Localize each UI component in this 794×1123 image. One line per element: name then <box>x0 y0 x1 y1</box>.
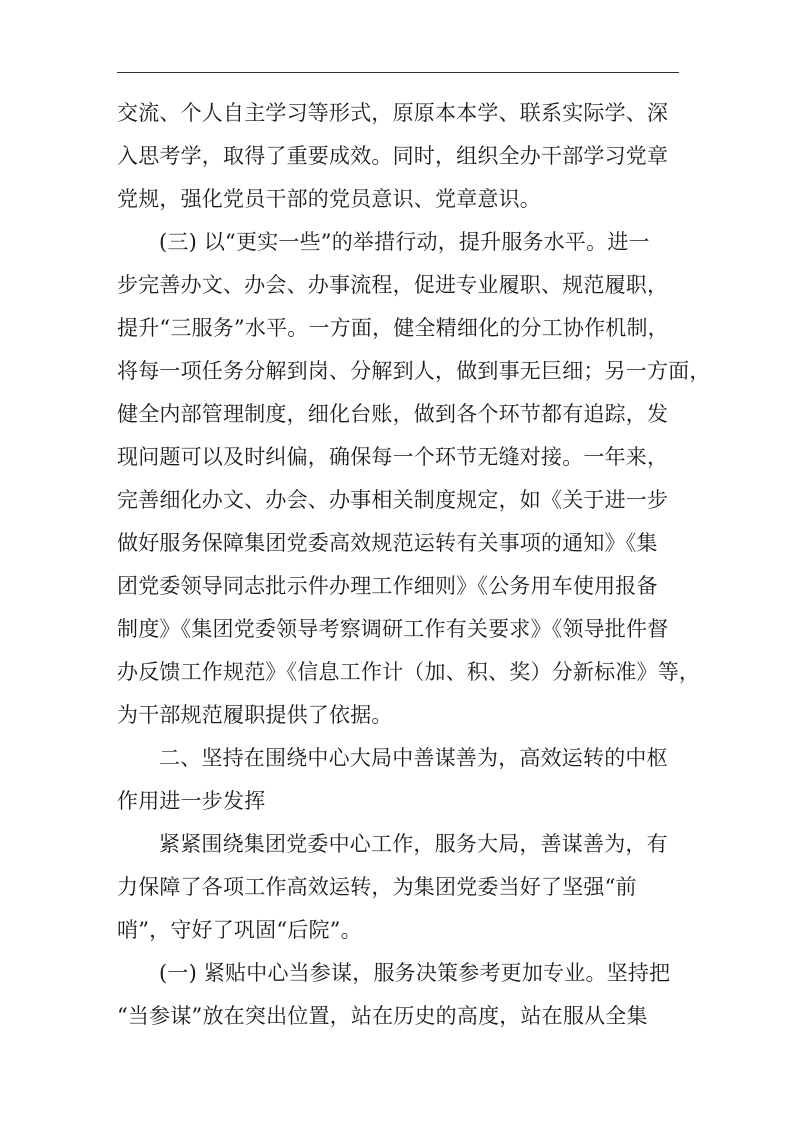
text-line: 入思考学，取得了重要成效。同时，组织全办干部学习党章 <box>117 144 669 168</box>
text-line: 力保障了各项工作高效运转，为集团党委当好了坚强“前 <box>117 875 637 899</box>
text-line: 交流、个人自主学习等形式，原原本本学、联系实际学、深 <box>117 101 669 125</box>
text-line: 提升“三服务”水平。一方面，健全精细化的分工协作机制， <box>117 316 669 340</box>
text-line: 紧紧围绕集团党委中心工作，服务大局，善谋善为，有 <box>159 832 668 856</box>
text-line: 完善细化办文、办会、办事相关制度规定，如《关于进一步 <box>117 488 669 512</box>
text-line: 哨”，守好了巩固“后院”。 <box>117 918 362 942</box>
paragraph-heading-3: (三) 以“更实一些”的举措行动，提升服务水平。进一 <box>159 230 650 254</box>
section-heading-2-cont: 作用进一步发挥 <box>117 789 266 813</box>
text-line: 健全内部管理制度，细化台账，做到各个环节都有追踪，发 <box>117 402 669 426</box>
section-heading-2: 二、坚持在围绕中心大局中善谋善为，高效运转的中枢 <box>159 746 668 770</box>
paragraph-heading-1: (一) 紧贴中心当参谋，服务决策参考更加专业。坚持把 <box>159 961 671 985</box>
text-line: 将每一项任务分解到岗、分解到人，做到事无巨细；另一方面， <box>117 359 711 383</box>
text-line: 为干部规范履职提供了依据。 <box>117 703 393 727</box>
text-line: 制度》《集团党委领导考察调研工作有关要求》《领导批件督 <box>117 617 669 641</box>
text-line: 做好服务保障集团党委高效规范运转有关事项的通知》《集 <box>117 531 658 555</box>
text-line: 党规，强化党员干部的党员意识、党章意识。 <box>117 187 541 211</box>
text-line: 步完善办文、办会、办事流程，促进专业履职、规范履职， <box>117 273 669 297</box>
text-line: 办反馈工作规范》《信息工作计（加、积、奖）分新标准》等， <box>117 660 701 684</box>
header-rule <box>117 72 679 73</box>
text-line: “当参谋”放在突出位置，站在历史的高度，站在服从全集 <box>117 1004 648 1028</box>
text-line: 现问题可以及时纠偏，确保每一个环节无缝对接。一年来， <box>117 445 669 469</box>
text-line: 团党委领导同志批示件办理工作细则》《公务用车使用报备 <box>117 574 658 598</box>
